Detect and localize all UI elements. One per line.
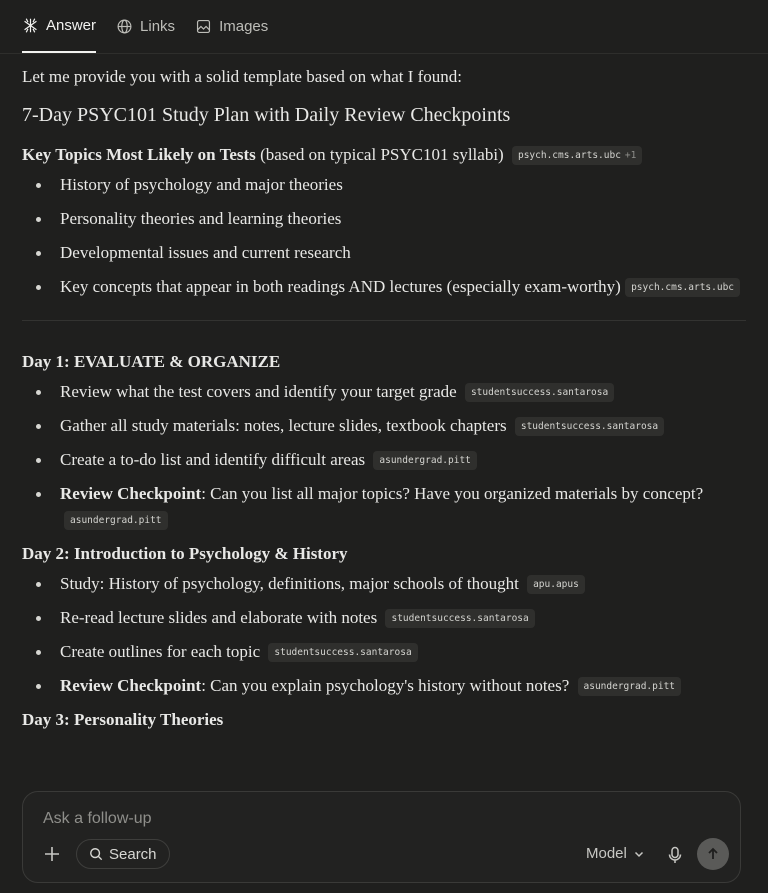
list-item-text: Review what the test covers and identify your target grade: [60, 382, 457, 401]
source-chip[interactable]: studentsuccess.santarosa: [515, 417, 664, 436]
microphone-icon[interactable]: [667, 846, 683, 864]
checkpoint-label: Review Checkpoint: [60, 484, 202, 503]
list-item: [22, 447, 746, 473]
list-item: [22, 274, 746, 300]
list-item: [22, 172, 746, 198]
send-button[interactable]: [697, 838, 729, 870]
tab-images-label: Images: [219, 17, 269, 35]
answer-icon: [22, 17, 39, 34]
list-item-text: Gather all study materials: notes, lecture slides, textbook chapters: [60, 416, 507, 435]
tab-links[interactable]: [116, 0, 175, 53]
image-icon: [195, 18, 212, 35]
day-heading: Day 1: EVALUATE & ORGANIZE: [22, 352, 281, 371]
list-item: [22, 379, 746, 405]
day-list: [22, 379, 746, 533]
source-chip[interactable]: studentsuccess.santarosa: [465, 383, 614, 402]
day-list: [22, 571, 746, 699]
add-icon[interactable]: [41, 843, 63, 865]
model-selector-label: Model: [586, 845, 627, 862]
list-item-text: : Can you list all major topics? Have you organized materials by concept?: [201, 484, 704, 503]
list-item: [22, 413, 746, 439]
source-chip[interactable]: asundergrad.pitt: [578, 677, 682, 696]
chevron-down-icon: [633, 848, 645, 860]
list-item: [22, 605, 746, 631]
key-topics-note: (based on typical PSYC101 syllabi): [255, 145, 504, 164]
source-chip[interactable]: psych.cms.arts.ubc: [625, 278, 740, 297]
list-item-text: Key concepts that appear in both readings AND lectures (especially exam-worthy): [60, 277, 621, 296]
model-selector[interactable]: [586, 845, 645, 862]
plan-title: 7-Day PSYC101 Study Plan with Daily Review Checkpoints: [22, 104, 511, 126]
answer-intro: Let me provide you with a solid template based on what I found:: [22, 67, 463, 86]
tab-answer[interactable]: [22, 0, 96, 53]
source-chip[interactable]: asundergrad.pitt: [373, 451, 477, 470]
follow-up-composer: [22, 791, 741, 883]
list-item-text: Re-read lecture slides and elaborate with notes: [60, 608, 378, 627]
search-button[interactable]: [76, 839, 170, 869]
key-topics-title: Key Topics Most Likely on Tests: [22, 145, 256, 164]
source-chip[interactable]: studentsuccess.santarosa: [268, 643, 417, 662]
list-item-text: History of psychology and major theories: [60, 175, 343, 194]
tab-links-label: Links: [140, 17, 176, 35]
list-item: [22, 673, 746, 699]
list-item: [22, 481, 746, 533]
key-topics-heading: [22, 142, 746, 168]
tab-bar: [0, 0, 768, 54]
list-item: [22, 240, 746, 266]
section-divider: [22, 320, 746, 321]
checkpoint-label: Review Checkpoint: [60, 676, 202, 695]
search-icon: [89, 847, 103, 861]
list-item-text: Developmental issues and current research: [60, 243, 351, 262]
arrow-up-icon: [706, 847, 720, 861]
search-button-label: Search: [109, 845, 157, 863]
list-item-text: Create outlines for each topic: [60, 642, 261, 661]
tab-images[interactable]: [195, 0, 268, 53]
list-item-text: Study: History of psychology, definitions, major schools of thought: [60, 574, 519, 593]
source-chip[interactable]: asundergrad.pitt: [64, 511, 168, 530]
source-chip-more: +1: [624, 150, 637, 161]
source-chip[interactable]: studentsuccess.santarosa: [385, 609, 534, 628]
list-item: [22, 206, 746, 232]
list-item-text: Personality theories and learning theories: [60, 209, 342, 228]
list-item: [22, 639, 746, 665]
day-heading: Day 3: Personality Theories: [22, 710, 224, 729]
source-chip[interactable]: apu.apus: [527, 575, 585, 594]
answer-body: [0, 65, 768, 733]
list-item-text: Create a to-do list and identify difficult areas: [60, 450, 366, 469]
day-heading: Day 2: Introduction to Psychology & History: [22, 544, 348, 563]
follow-up-input[interactable]: Ask a follow-up: [43, 810, 152, 827]
tab-answer-label: Answer: [46, 16, 97, 34]
globe-icon: [116, 18, 133, 35]
source-chip-label: psych.cms.arts.ubc: [517, 150, 621, 161]
key-topics-list: [22, 172, 746, 300]
list-item-text: : Can you explain psychology's history without notes?: [201, 676, 570, 695]
list-item: [22, 571, 746, 597]
source-chip[interactable]: [512, 146, 642, 165]
